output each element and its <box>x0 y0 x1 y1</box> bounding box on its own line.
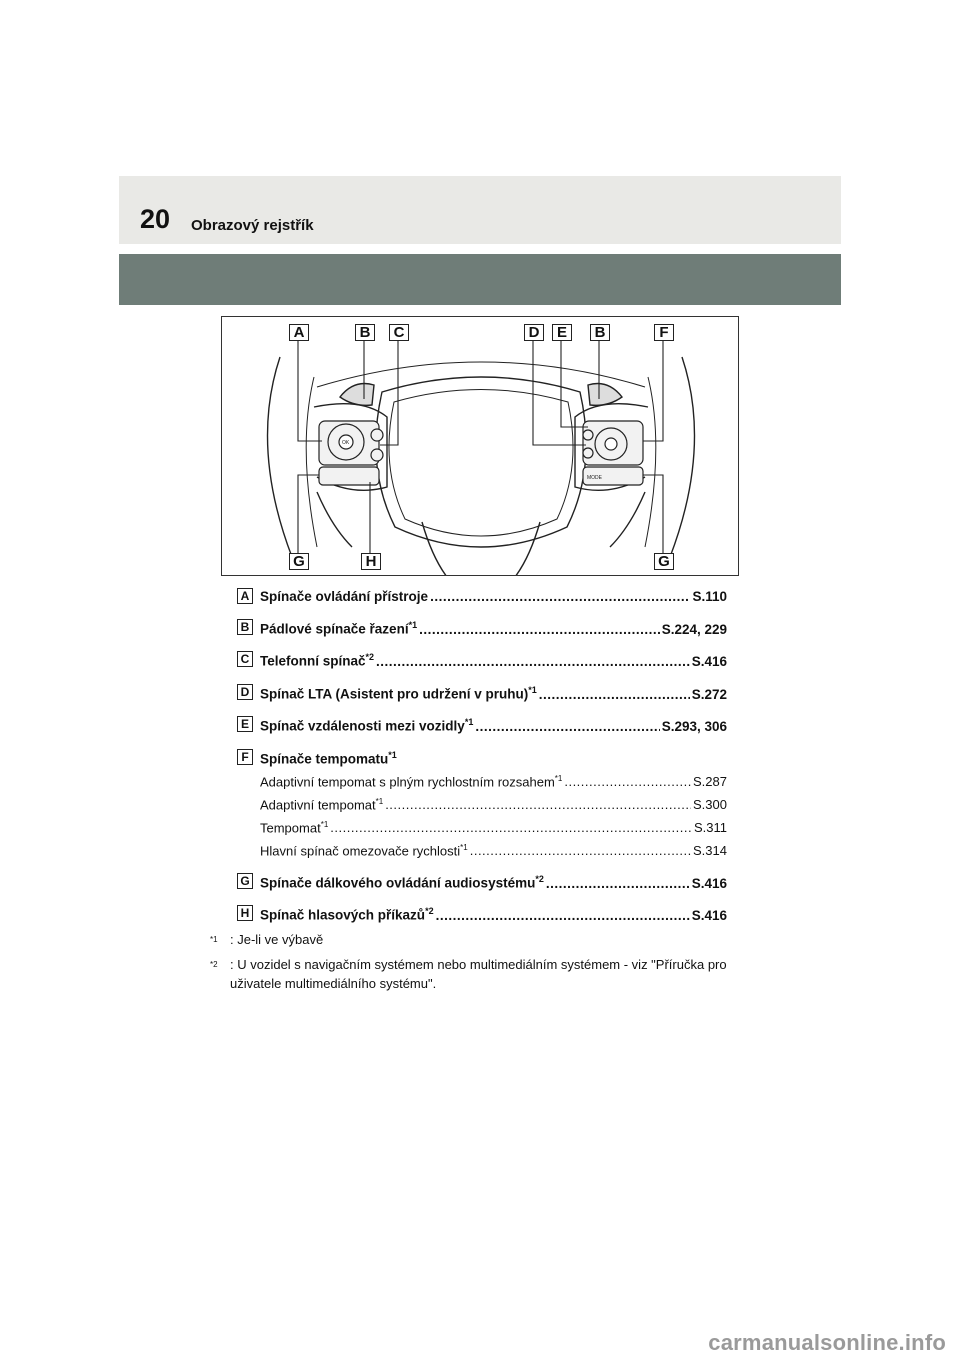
leader-dots <box>436 908 690 923</box>
footnote-marker: *1 <box>554 774 563 783</box>
leader-dots <box>376 654 690 669</box>
watermark: carmanualsonline.info <box>708 1330 946 1355</box>
footnote-marker: *1 <box>408 620 418 630</box>
mode-text: MODE <box>587 475 602 481</box>
sub-entry-label: Hlavní spínač omezovače rychlosti <box>260 843 461 859</box>
page-reference-link[interactable]: S.287 <box>693 774 727 790</box>
entry-badge: C <box>237 651 253 667</box>
leader-dots <box>385 797 691 812</box>
footnote-marker: *1 <box>388 750 397 760</box>
entry-badge: H <box>237 905 253 921</box>
leader-dots <box>419 622 660 637</box>
callout-label-c: C <box>389 324 409 341</box>
footnote-mark: *1 <box>210 935 218 944</box>
leader-dots <box>470 843 691 858</box>
sub-entry-label: Adaptivní tempomat <box>260 797 376 813</box>
callout-label-h: H <box>361 553 381 570</box>
leader-dots <box>430 589 690 604</box>
page-title: Obrazový rejstřík <box>191 217 314 234</box>
footnote-marker: *1 <box>528 685 537 695</box>
entry-badge: G <box>237 873 253 889</box>
ok-text: OK <box>342 440 350 446</box>
footnote-marker: *2 <box>535 874 544 884</box>
page-reference-link[interactable]: S.224, 229 <box>661 621 727 637</box>
callout-label-g-left: G <box>289 553 309 570</box>
entry-badge: F <box>237 749 253 765</box>
leader-dots <box>564 774 691 789</box>
footnote-text: : Je-li ve výbavě <box>230 932 324 947</box>
entry-label: Spínač hlasových příkazů <box>260 907 426 923</box>
footnote-text: : U vozidel s navigačním systémem nebo multimediálním systémem - viz "Příručka pro uživatele multimediálního systému". <box>230 957 727 991</box>
entry-badge: B <box>237 619 253 635</box>
entry-label: Spínače dálkového ovládání audiosystému <box>260 875 536 891</box>
sub-entry-label: Tempomat <box>260 820 321 836</box>
entry-label: Spínače tempomatu <box>260 751 389 767</box>
entry-badge: E <box>237 716 253 732</box>
footnote-2 <box>210 955 750 995</box>
steering-wheel-figure <box>221 316 739 576</box>
sub-entry <box>260 843 727 858</box>
entry-label: Spínač vzdálenosti mezi vozidly <box>260 718 465 734</box>
entry-badge: A <box>237 588 253 604</box>
page-reference-link[interactable]: S.416 <box>691 653 727 669</box>
sub-entry <box>260 774 727 789</box>
page-reference-link[interactable]: S.314 <box>693 843 727 859</box>
page-reference-link[interactable]: S.311 <box>693 820 727 836</box>
entry-label: Pádlové spínače řazení <box>260 621 409 637</box>
callout-label-a: A <box>289 324 309 341</box>
leader-dots <box>546 876 690 891</box>
callout-label-e: E <box>552 324 572 341</box>
entry-label: Telefonní spínač <box>260 653 366 669</box>
callout-label-b: B <box>355 324 375 341</box>
callout-label-g-right: G <box>654 553 674 570</box>
page-number: 20 <box>140 204 171 234</box>
sub-entry-label: Adaptivní tempomat s plným rychlostním rozsahem <box>260 774 555 790</box>
sub-entry <box>260 820 727 835</box>
leader-dots <box>539 687 690 702</box>
leader-dots <box>330 820 692 835</box>
callout-label-d: D <box>524 324 544 341</box>
entry-badge: D <box>237 684 253 700</box>
page-reference-link[interactable]: S.110 <box>692 589 727 604</box>
footnote-mark: *2 <box>210 960 218 969</box>
footnote-marker: *1 <box>320 820 329 829</box>
page-reference-link[interactable]: S.272 <box>691 686 727 702</box>
section-band <box>119 254 841 305</box>
entry-label: Spínače ovládání přístroje <box>260 589 429 604</box>
page-reference-link[interactable]: S.300 <box>693 797 727 813</box>
steering-wheel-illustration <box>222 317 739 576</box>
leader-dots <box>475 719 659 734</box>
footnote-1 <box>210 930 750 950</box>
callout-label-f: F <box>654 324 674 341</box>
entry-label: Spínač LTA (Asistent pro udržení v pruhu) <box>260 686 529 702</box>
footnote-marker: *1 <box>375 797 384 806</box>
footnote-marker: *2 <box>365 652 375 662</box>
footnote-marker: *1 <box>460 843 468 852</box>
callout-label-b-right: B <box>590 324 610 341</box>
page-reference-link[interactable]: S.293, 306 <box>661 718 727 734</box>
footnote-marker: *1 <box>464 717 474 727</box>
sub-entry <box>260 797 727 812</box>
footnote-marker: *2 <box>425 906 434 916</box>
page-reference-link[interactable]: S.416 <box>691 875 727 891</box>
page-reference-link[interactable]: S.416 <box>691 907 727 923</box>
